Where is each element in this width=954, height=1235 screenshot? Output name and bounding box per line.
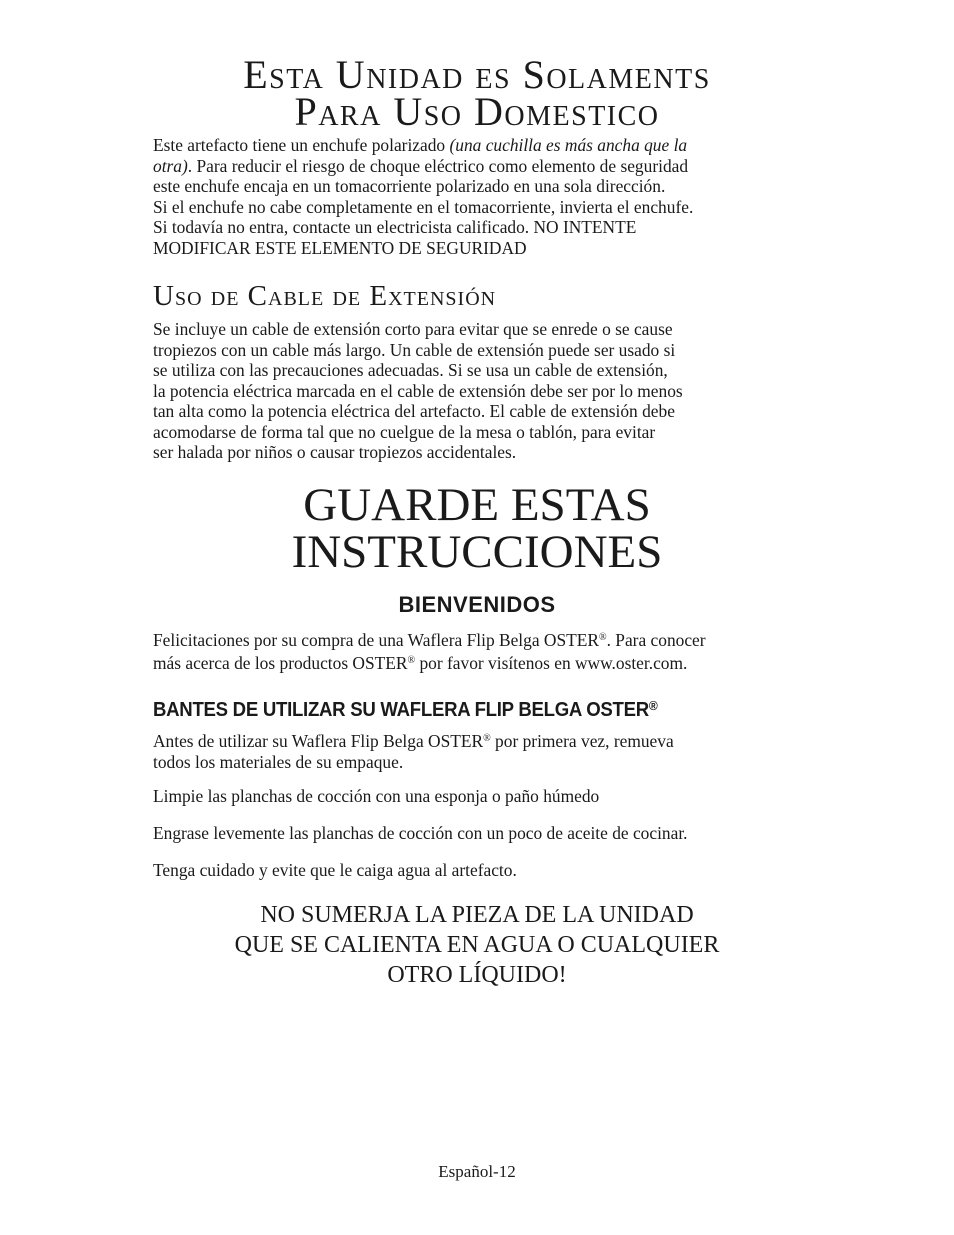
extension-cord-title: Uso de Cable de Extensión — [153, 280, 497, 312]
text-line: tan alta como la potencia eléctrica del artefacto. El cable de extensión debe — [153, 401, 675, 421]
text-run: Este artefacto tiene un enchufe polarizado — [153, 135, 450, 155]
text-line: este enchufe encaja en un tomacorriente polarizado en una sola dirección. — [153, 176, 666, 196]
extension-cord-paragraph — [153, 319, 793, 463]
text-line: Engrase levemente las planchas de cocción con un poco de aceite de cocinar. — [153, 823, 688, 843]
text-run-italic: (una cuchilla es más ancha que la — [449, 135, 688, 155]
text-run-italic: otra) — [153, 155, 188, 176]
text-line: Limpie las planchas de cocción con una esponja o paño húmedo — [153, 786, 600, 806]
text-line: Si todavía no entra, contacte un electricista calificado. NO INTENTE — [153, 217, 637, 237]
page-number: Español-12 — [438, 1162, 516, 1181]
before-use-title-text: BANTES DE UTILIZAR SU WAFLERA FLIP BELGA OSTER — [153, 699, 649, 721]
registered-mark: ® — [483, 733, 491, 744]
household-use-title-line2: Para Uso Domestico — [294, 89, 660, 134]
text-line: ser halada por niños o causar tropiezos accidentales. — [153, 442, 517, 462]
text-run: . Para conocer — [606, 630, 706, 650]
text-run: por favor visítenos en www.oster.com. — [415, 652, 688, 673]
warning-line: OTRO LÍQUIDO! — [387, 962, 567, 988]
text-line: Si el enchufe no cabe completamente en el tomacorriente, invierta el enchufe. — [153, 196, 694, 217]
text-line: se utiliza con las precauciones adecuadas. Si se usa un cable de extensión, — [153, 360, 668, 380]
text-run: por primera vez, remueva — [490, 731, 674, 751]
registered-mark: ® — [648, 698, 658, 713]
before-use-paragraph-1 — [153, 729, 793, 772]
text-run: más acerca de los productos OSTER — [153, 652, 408, 673]
text-line: todos los materiales de su empaque. — [153, 751, 404, 772]
text-line: la potencia eléctrica marcada en el cable de extensión debe ser por lo menos — [153, 380, 683, 401]
before-use-paragraph-3 — [153, 823, 793, 844]
warning-line: QUE SE CALIENTA EN AGUA O CUALQUIER — [234, 932, 720, 958]
text-line: acomodarse de forma tal que no cuelgue de la mesa o tablón, para evitar — [153, 421, 656, 442]
text-run: . Para reducir el riesgo de choque eléctrico como elemento de seguridad — [187, 155, 689, 176]
save-instructions-title-line1: GUARDE ESTAS — [303, 479, 651, 531]
text-line: MODIFICAR ESTE ELEMENTO DE SEGURIDAD — [153, 237, 527, 258]
text-line: tropiezos con un cable más largo. Un cable de extensión puede ser usado si — [153, 339, 676, 360]
welcome-title: BIENVENIDOS — [398, 592, 556, 617]
text-line: Se incluye un cable de extensión corto para evitar que se enrede o se cause — [153, 319, 673, 339]
text-line: Tenga cuidado y evite que le caiga agua al artefacto. — [153, 860, 517, 880]
before-use-paragraph-2 — [153, 786, 793, 807]
warning-line: NO SUMERJA LA PIEZA DE LA UNIDAD — [260, 902, 694, 928]
registered-mark: ® — [407, 654, 416, 666]
registered-mark: ® — [598, 632, 607, 643]
polarized-plug-paragraph — [153, 135, 793, 258]
household-use-title-line1: Esta Unidad es Solaments — [243, 52, 711, 97]
save-instructions-title-line2: INSTRUCCIONES — [291, 526, 663, 578]
text-run: Felicitaciones por su compra de una Waflera Flip Belga OSTER — [153, 630, 599, 650]
before-use-paragraph-4 — [153, 860, 793, 881]
welcome-paragraph — [153, 628, 793, 673]
immersion-warning — [0, 900, 954, 990]
text-run: Antes de utilizar su Waflera Flip Belga OSTER — [153, 731, 484, 751]
before-use-title — [153, 694, 804, 722]
